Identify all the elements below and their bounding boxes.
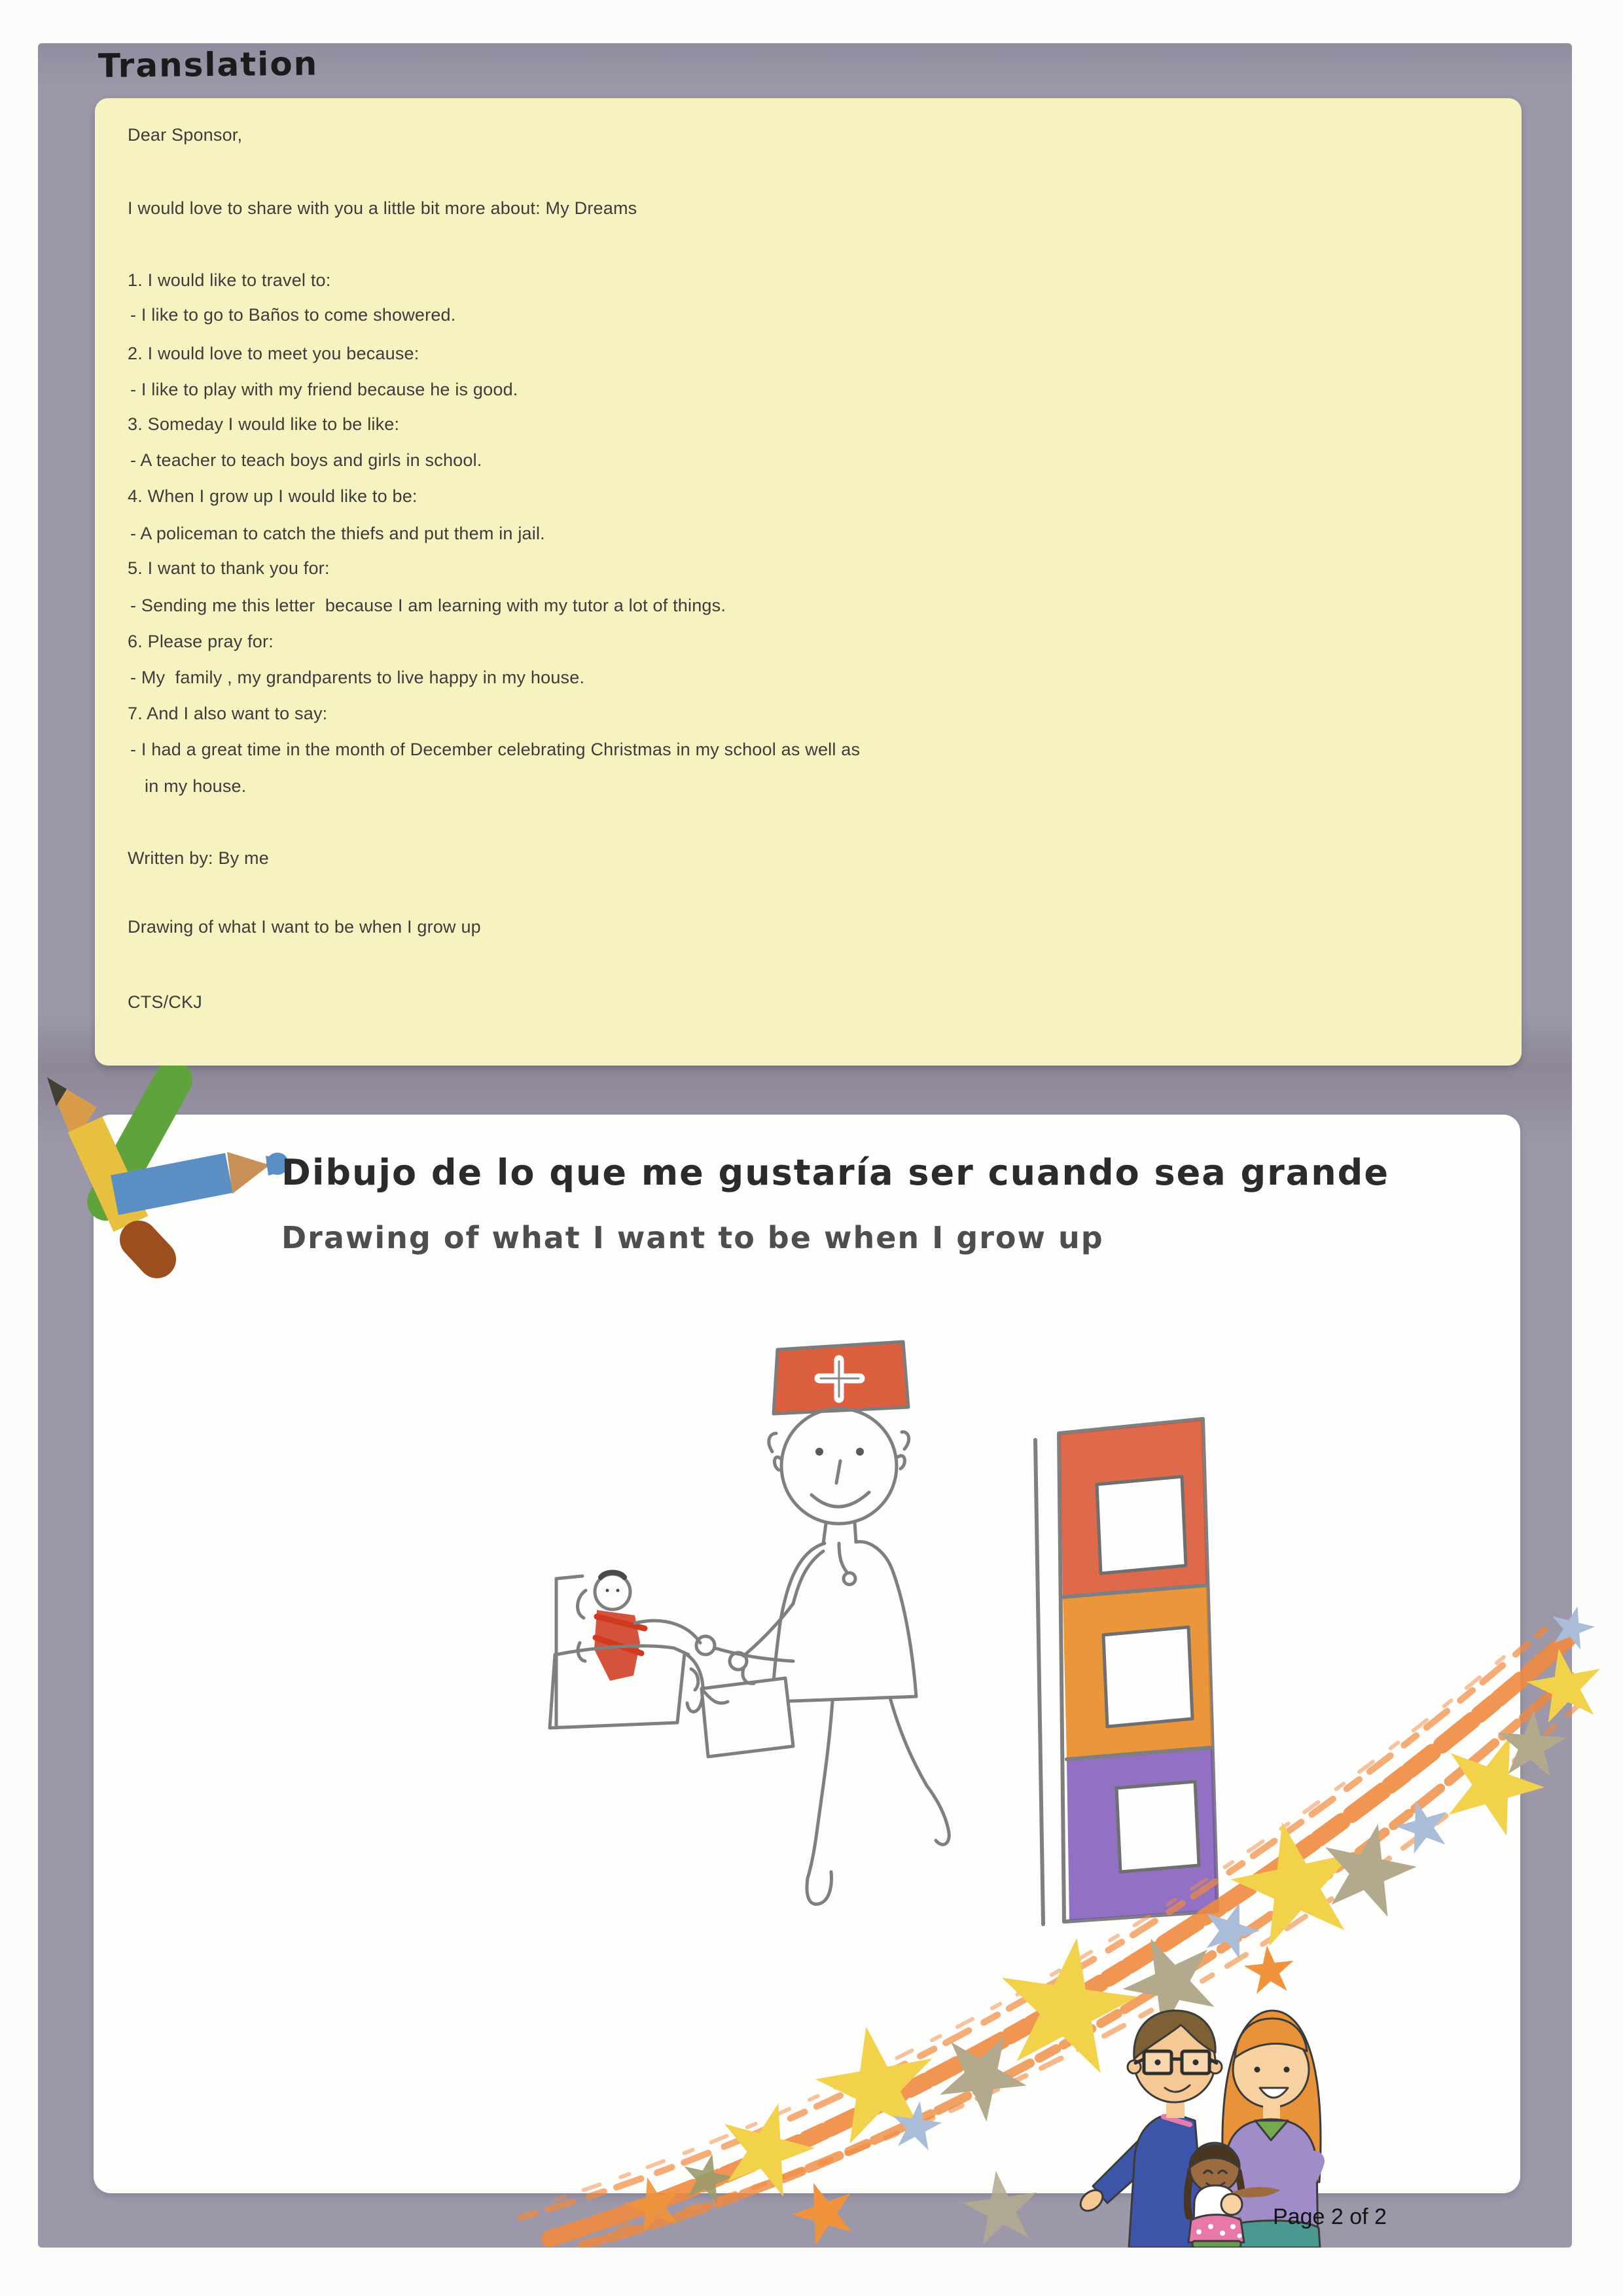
- letter-line: 2. I would love to meet you because:: [128, 344, 419, 363]
- letter-line: - I had a great time in the month of December celebrating Christmas in my school as well as: [130, 740, 861, 759]
- translation-heading: Translation: [98, 45, 319, 85]
- letter-line: - A policeman to catch the thiefs and put them in jail.: [130, 524, 545, 543]
- drawing-title-english: Drawing of what I want to be when I grow up: [281, 1220, 1104, 1255]
- letter-line: 7. And I also want to say:: [128, 704, 328, 723]
- letter-line: 4. When I grow up I would like to be:: [128, 486, 418, 506]
- swoosh-strokes: [520, 1630, 1578, 2245]
- letter-line: Drawing of what I want to be when I grow up: [128, 917, 481, 937]
- page-number: Page 2 of 2: [1273, 2204, 1387, 2229]
- letter-line: in my house.: [145, 776, 247, 796]
- letter-line: - I like to play with my friend because he is good.: [130, 380, 518, 399]
- drawing-title-spanish: Dibujo de lo que me gustaría ser cuando sea grande: [281, 1152, 1389, 1193]
- stars-swoosh-decoration: [458, 1590, 1610, 2248]
- letter-line: - A teacher to teach boys and girls in school.: [130, 450, 482, 470]
- letter-code: CTS/CKJ: [128, 992, 202, 1012]
- colored-pencils-icon: [33, 1066, 321, 1354]
- letter-salutation: Dear Sponsor,: [128, 125, 243, 145]
- letter-line: - Sending me this letter because I am learning with my tutor a lot of things.: [130, 596, 726, 615]
- letter-line: 6. Please pray for:: [128, 632, 274, 651]
- letter-line: 1. I would like to travel to:: [128, 270, 331, 290]
- letter-line: 3. Someday I would like to be like:: [128, 414, 400, 434]
- letter-line: I would love to share with you a little bit more about: My Dreams: [128, 198, 637, 218]
- letter-line: - My family , my grandparents to live happy in my house.: [130, 668, 585, 687]
- letter-line: - I like to go to Baños to come showered.: [130, 305, 456, 325]
- letter-signature: Written by: By me: [128, 848, 269, 868]
- letter-line: 5. I want to thank you for:: [128, 558, 330, 578]
- window-top: [1097, 1477, 1186, 1573]
- translation-note: [95, 98, 1522, 1066]
